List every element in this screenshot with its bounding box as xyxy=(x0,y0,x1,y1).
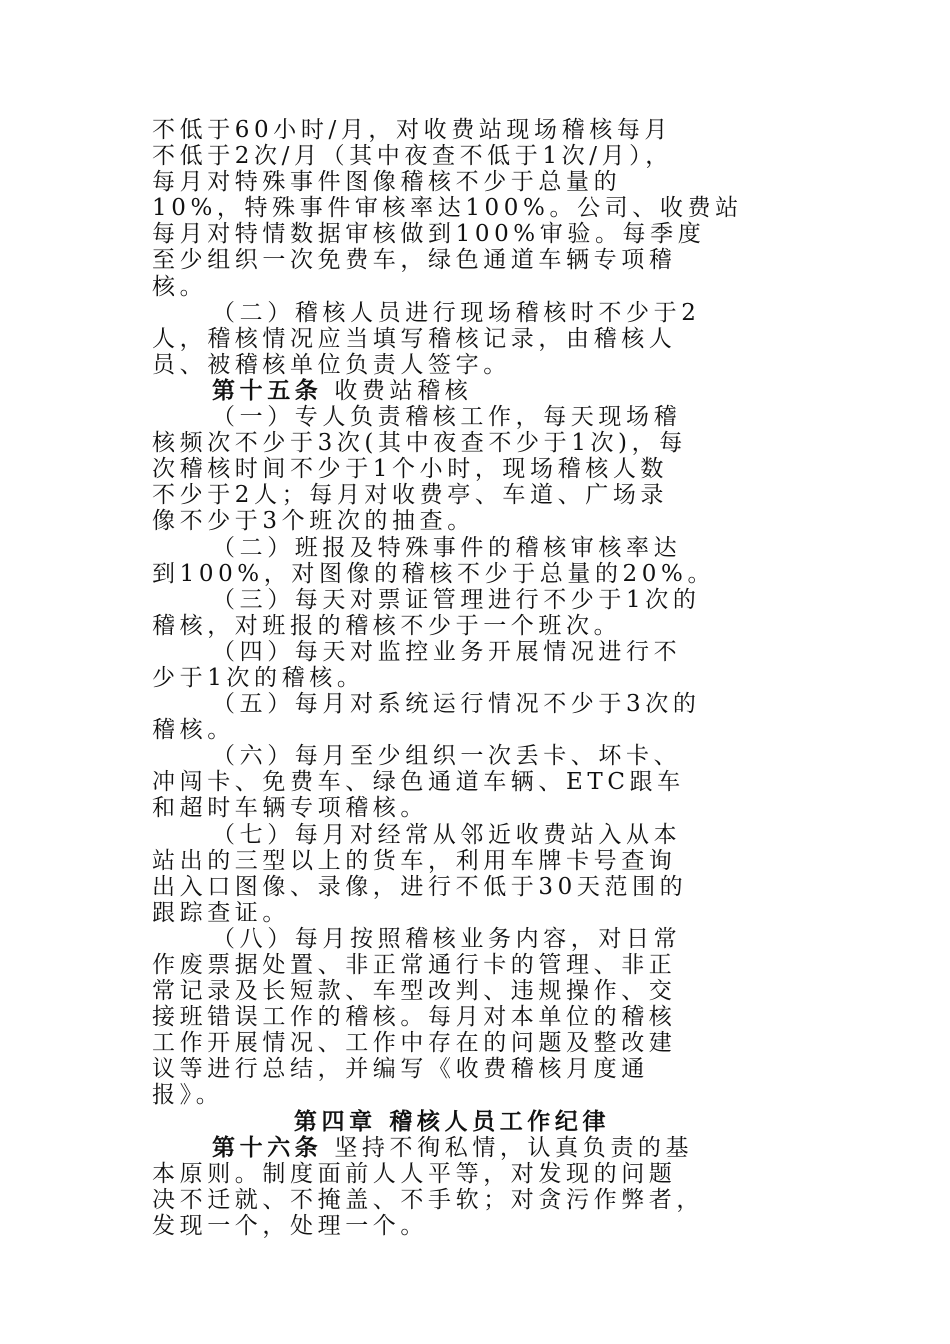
text-line xyxy=(152,665,792,691)
text-line xyxy=(152,247,792,273)
text-line xyxy=(152,769,792,795)
text-line xyxy=(152,1161,792,1187)
text-line xyxy=(152,535,792,561)
text-line xyxy=(152,978,792,1004)
text-line xyxy=(152,143,792,169)
body-text xyxy=(152,117,792,1239)
text-line xyxy=(152,952,792,978)
line-text: 收费站稽核 xyxy=(322,377,473,404)
text-line xyxy=(152,795,792,821)
line-text: 议等进行总结，并编写《收费稽核月度通 xyxy=(152,1056,649,1083)
text-line xyxy=(152,404,792,430)
text-line xyxy=(152,561,792,587)
text-line xyxy=(152,874,792,900)
line-text: （一）专人负责稽核工作，每天现场稽 xyxy=(212,404,682,431)
line-text: 少于1次的稽核。 xyxy=(152,664,365,691)
text-line xyxy=(152,691,792,717)
text-line xyxy=(152,900,792,926)
line-text: （二）稽核人员进行现场稽核时不少于2 xyxy=(212,299,701,326)
text-line xyxy=(152,300,792,326)
line-text: 至少组织一次免费车，绿色通道车辆专项稽 xyxy=(152,247,677,274)
line-text: 像不少于3个班次的抽查。 xyxy=(152,508,475,535)
text-line xyxy=(152,587,792,613)
text-line xyxy=(152,848,792,874)
line-text: 接班错误工作的稽核。每月对本单位的稽核 xyxy=(152,1004,677,1031)
line-text: 次稽核时间不少于1个小时，现场稽核人数 xyxy=(152,456,669,483)
line-text: 每月对特殊事件图像稽核不少于总量的 xyxy=(152,169,622,196)
line-text: （七）每月对经常从邻近收费站入从本 xyxy=(212,821,682,848)
text-line xyxy=(152,482,792,508)
text-line xyxy=(152,743,792,769)
line-text: 和超时车辆专项稽核。 xyxy=(152,795,428,822)
text-line xyxy=(152,508,792,534)
line-text: 坚持不徇私情，认真负责的基 xyxy=(322,1134,694,1161)
line-text: 不低于60小时/月，对收费站现场稽核每月 xyxy=(152,117,673,143)
line-text: 常记录及长短款、车型改判、违规操作、交 xyxy=(152,978,677,1005)
line-text: 不少于2人；每月对收费亭、车道、广场录 xyxy=(152,482,669,509)
line-text: 人，稽核情况应当填写稽核记录，由稽核人 xyxy=(152,325,677,352)
article-heading-line xyxy=(152,378,792,404)
text-line xyxy=(152,1082,792,1108)
line-text: 冲闯卡、免费车、绿色通道车辆、ETC跟车 xyxy=(152,769,685,796)
text-line xyxy=(152,221,792,247)
line-text: 到100%，对图像的稽核不少于总量的20%。 xyxy=(152,560,716,587)
line-text: 第四章 稽核人员工作纪律 xyxy=(293,1107,611,1135)
text-line xyxy=(152,430,792,456)
text-line xyxy=(152,717,792,743)
text-line xyxy=(152,822,792,848)
line-text: （五）每月对系统运行情况不少于3次的 xyxy=(212,691,701,718)
line-text: 站出的三型以上的货车，利用车牌卡号查询 xyxy=(152,847,677,874)
line-text: （三）每天对票证管理进行不少于1次的 xyxy=(212,586,701,613)
text-line xyxy=(152,352,792,378)
line-text: 作废票据处置、非正常通行卡的管理、非正 xyxy=(152,952,677,978)
line-text: 10%，特殊事件审核率达100%。公司、收费站 xyxy=(152,195,743,222)
article-number: 第十五条 xyxy=(212,376,323,404)
line-text: 跟踪查证。 xyxy=(152,899,290,926)
text-line xyxy=(152,1056,792,1082)
line-text: 报》。 xyxy=(152,1082,224,1109)
line-text: 决不迁就、不掩盖、不手软；对贪污作弊者， xyxy=(152,1186,704,1213)
chapter-heading xyxy=(152,1109,792,1135)
line-text: 出入口图像、录像，进行不低于30天范围的 xyxy=(152,873,688,900)
line-text: 核。 xyxy=(152,273,208,300)
text-line xyxy=(152,169,792,195)
text-line xyxy=(152,639,792,665)
text-line xyxy=(152,274,792,300)
line-text: 每月对特情数据审核做到100%审验。每季度 xyxy=(152,221,706,248)
text-line xyxy=(152,195,792,221)
line-text: 员、被稽核单位负责人签字。 xyxy=(152,351,511,378)
text-line xyxy=(152,1030,792,1056)
article-heading-line xyxy=(152,1135,792,1161)
text-line xyxy=(152,926,792,952)
text-line xyxy=(152,1004,792,1030)
line-text: 本原则。制度面前人人平等，对发现的问题 xyxy=(152,1160,677,1187)
line-text: 稽核。 xyxy=(152,717,235,744)
text-line xyxy=(152,1213,792,1239)
line-text: （二）班报及特殊事件的稽核审核率达 xyxy=(212,534,682,561)
article-number: 第十六条 xyxy=(212,1133,323,1161)
line-text: 稽核，对班报的稽核不少于一个班次。 xyxy=(152,612,622,639)
line-text: （四）每天对监控业务开展情况进行不 xyxy=(212,638,682,665)
text-line xyxy=(152,326,792,352)
line-text: 不低于2次/月（其中夜查不低于1次/月）， xyxy=(152,143,673,170)
line-text: 核频次不少于3次(其中夜查不少于1次)，每 xyxy=(152,430,687,457)
line-text: （八）每月按照稽核业务内容，对日常 xyxy=(212,925,682,952)
line-text: 发现一个，处理一个。 xyxy=(152,1212,428,1239)
text-line xyxy=(152,1187,792,1213)
line-text: （六）每月至少组织一次丢卡、坏卡、 xyxy=(212,743,682,770)
text-line xyxy=(152,613,792,639)
line-text: 工作开展情况、工作中存在的问题及整改建 xyxy=(152,1030,677,1057)
text-line xyxy=(152,456,792,482)
text-line xyxy=(152,117,792,143)
